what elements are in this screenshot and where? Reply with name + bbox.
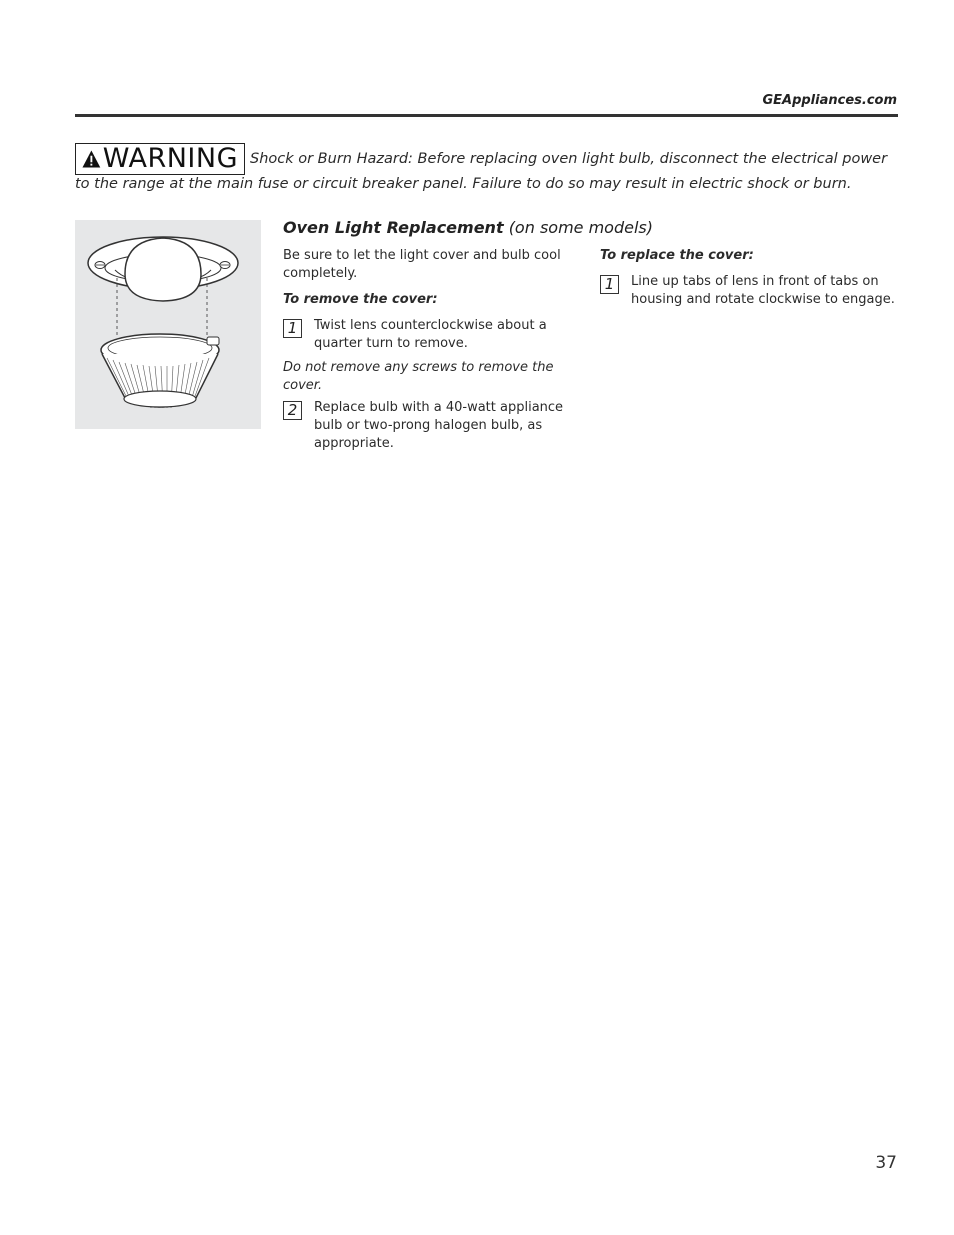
intro-text: Be sure to let the light cover and bulb cool completely. (283, 248, 561, 281)
step-number: 1 (600, 275, 619, 294)
section-title-subtitle: (on some models) (508, 218, 653, 237)
header-rule (75, 114, 898, 117)
step-text: Twist lens counterclockwise about a quarter turn to remove. (314, 318, 547, 351)
warning-badge (75, 143, 245, 175)
step-text: Line up tabs of lens in front of tabs on housing and rotate clockwise to engage. (631, 274, 895, 307)
replace-step-1 (600, 273, 898, 309)
replace-column (600, 247, 898, 315)
section-title-main: Oven Light Replacement (283, 218, 504, 237)
remove-column (283, 247, 583, 459)
section-title (283, 218, 653, 237)
remove-step-1 (283, 317, 583, 353)
warning-label: WARNING (102, 143, 238, 174)
oven-light-diagram (75, 220, 261, 429)
warning-block (75, 143, 898, 193)
site-url: GEAppliances.com (762, 93, 897, 108)
replace-heading: To replace the cover: (600, 248, 754, 263)
remove-step-2 (283, 399, 583, 453)
warning-triangle-icon (82, 149, 101, 169)
remove-heading: To remove the cover: (283, 292, 438, 307)
step-text: Replace bulb with a 40-watt appliance bulb or two-prong halogen bulb, as appropriate. (314, 400, 564, 451)
page-number: 37 (875, 1153, 897, 1173)
light-cover-illustration (75, 220, 261, 429)
warning-text: Shock or Burn Hazard: Before replacing oven light bulb, disconnect the electrical power to the range at the main fuse or circuit breaker panel. Failure to do so may result in electric shock or burn. (75, 151, 888, 192)
step-number: 2 (283, 401, 302, 420)
remove-note: Do not remove any screws to remove the cover. (283, 360, 554, 393)
step-number: 1 (283, 319, 302, 338)
